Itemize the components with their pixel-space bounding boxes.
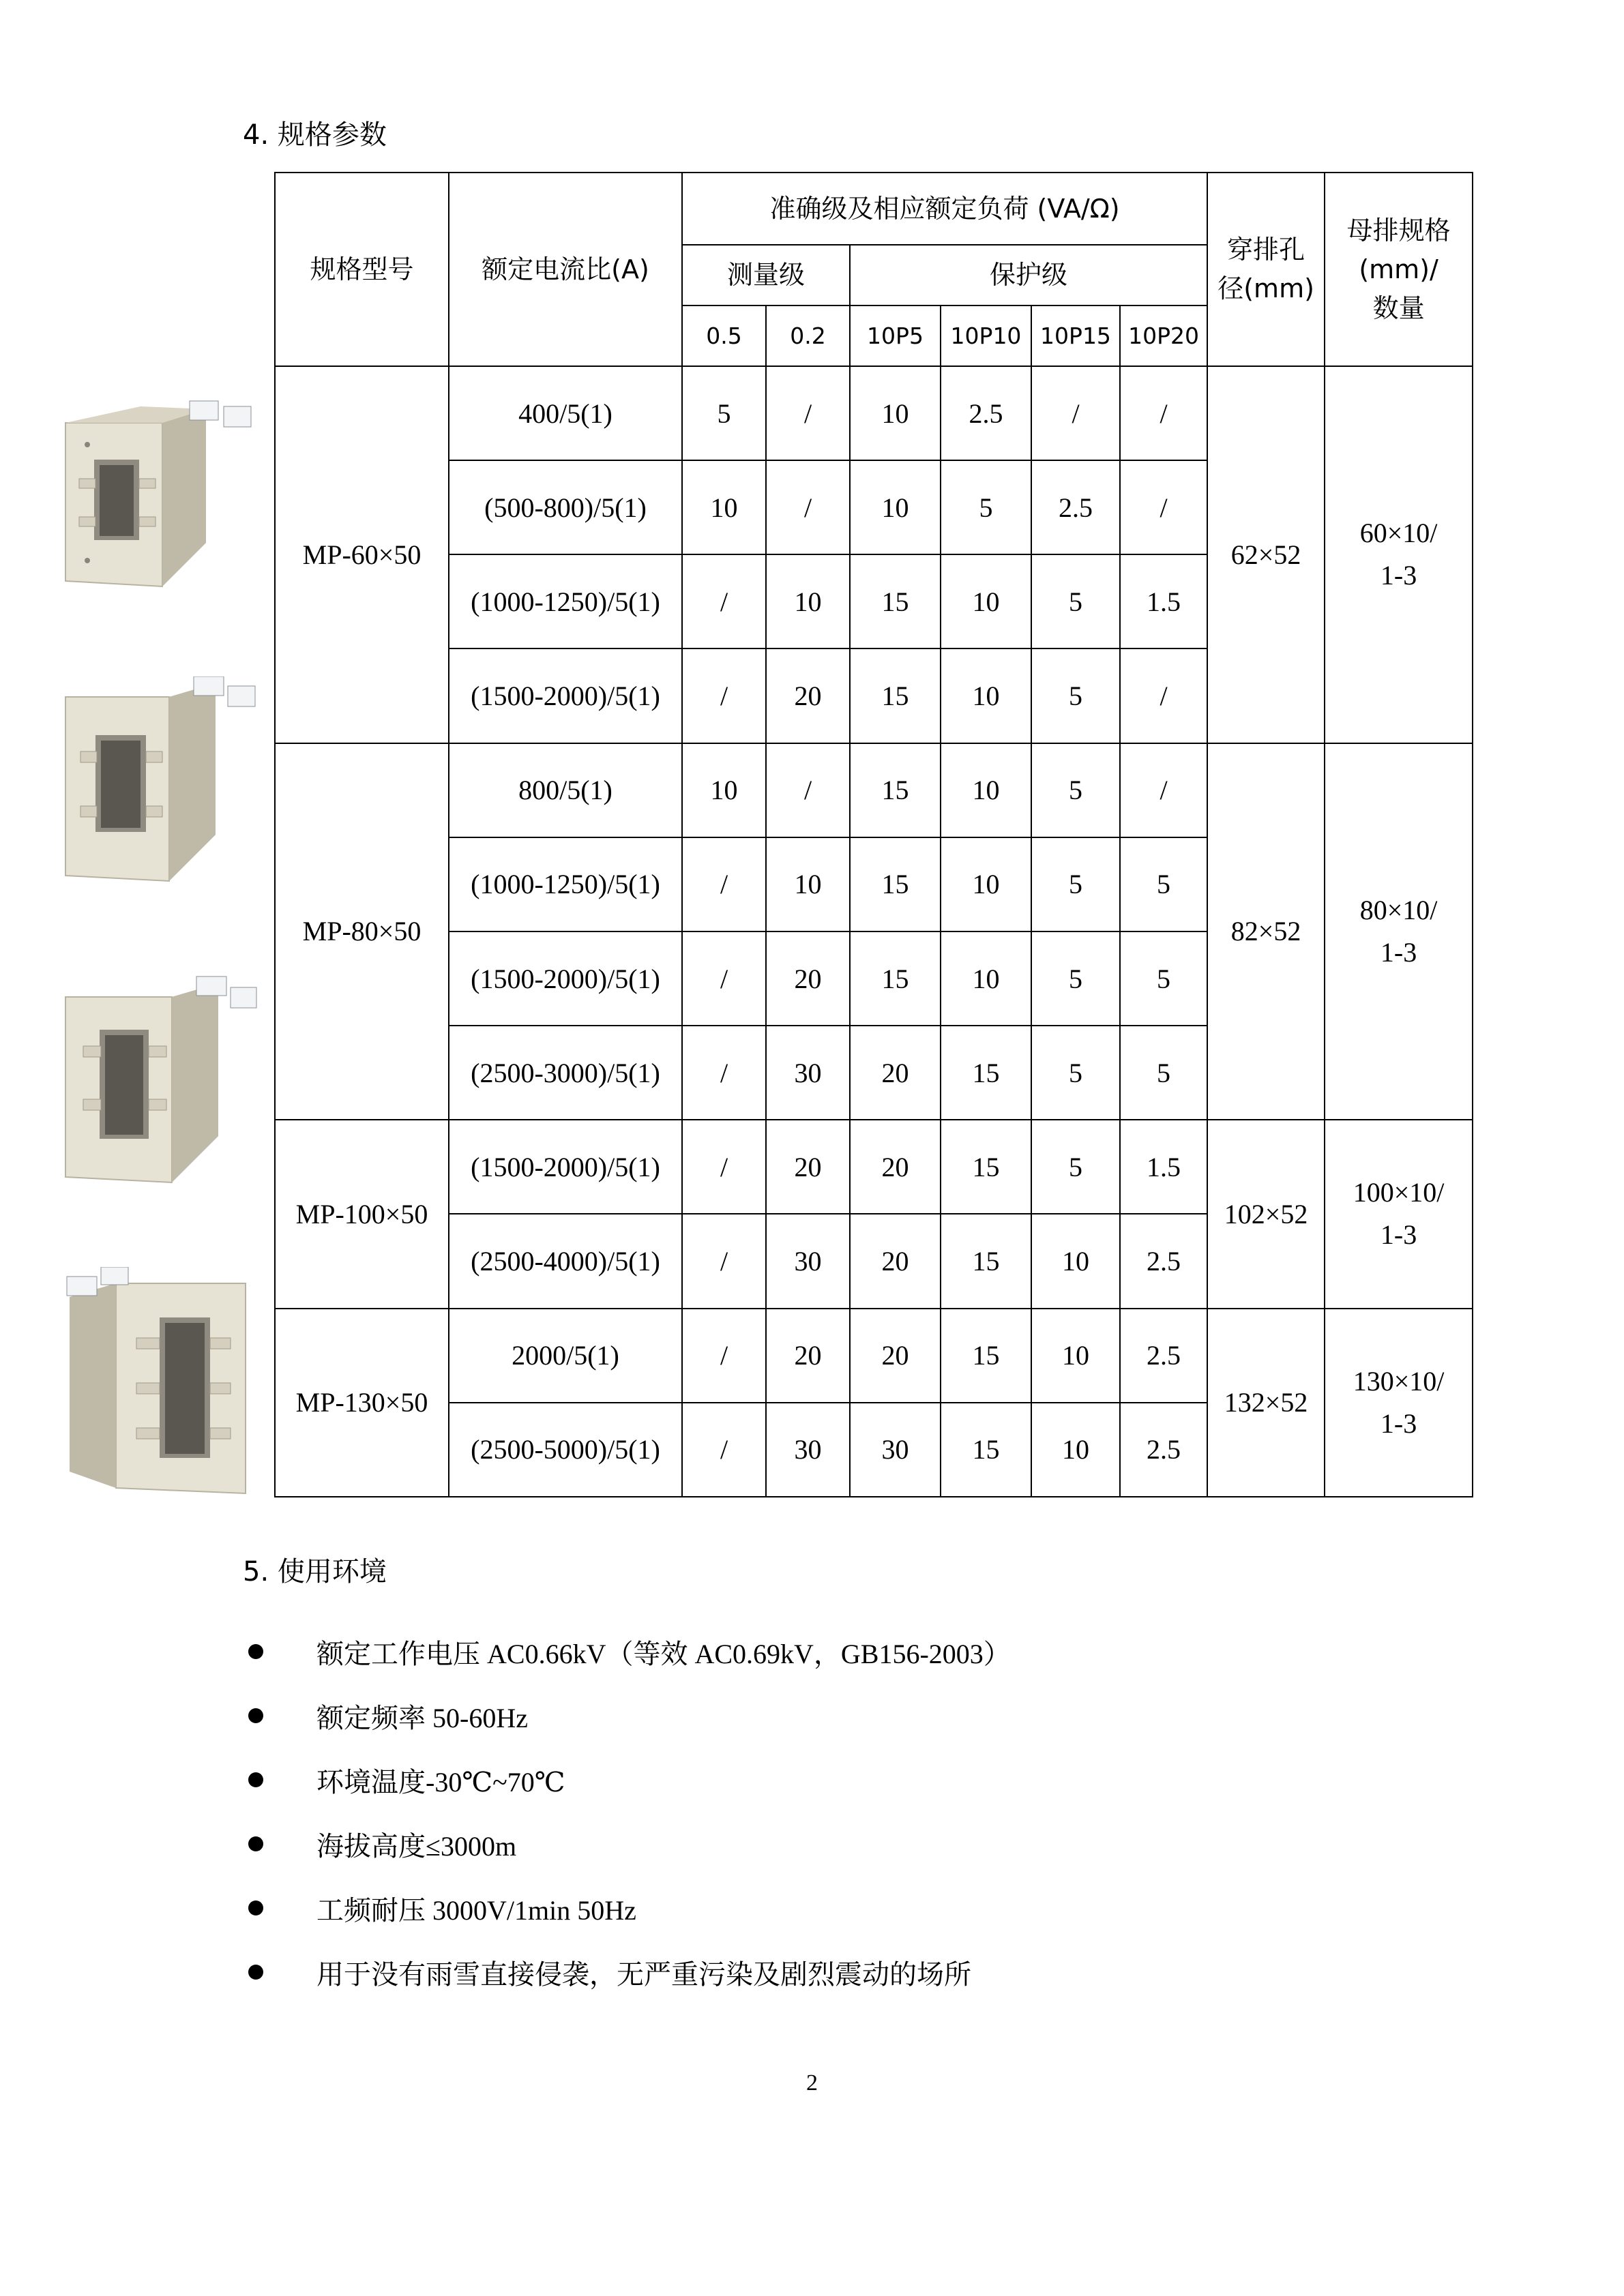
ratio-cell: (2500-5000)/5(1) — [449, 1403, 682, 1497]
list-item — [243, 1812, 1011, 1876]
value-cell: 20 — [766, 1120, 850, 1214]
product-photo-mp130 — [60, 1267, 271, 1500]
model-cell: MP-80×50 — [275, 743, 449, 1120]
value-cell: 5 — [1031, 931, 1120, 1026]
value-cell: / — [1120, 648, 1207, 743]
ratio-cell: (1500-2000)/5(1) — [449, 931, 682, 1026]
value-cell: / — [682, 1403, 766, 1497]
value-cell: 2.5 — [1031, 460, 1120, 554]
value-cell: / — [682, 1120, 766, 1214]
value-cell: 10 — [941, 931, 1031, 1026]
value-cell: 10 — [941, 554, 1031, 648]
ratio-cell: (1000-1250)/5(1) — [449, 837, 682, 931]
env-item-text: 用于没有雨雪直接侵袭，无严重污染及剧烈震动的场所 — [316, 1958, 971, 1990]
value-cell: 1.5 — [1120, 1120, 1207, 1214]
value-cell: / — [682, 554, 766, 648]
value-cell: 10 — [850, 366, 941, 460]
ratio-cell: (1500-2000)/5(1) — [449, 1120, 682, 1214]
value-cell: / — [1120, 366, 1207, 460]
section-spec-title: 4. 规格参数 — [243, 119, 387, 151]
ratio-cell: 800/5(1) — [449, 743, 682, 837]
product-photo-mp80 — [60, 676, 271, 892]
value-cell: 20 — [850, 1309, 941, 1403]
header-hole: 穿排孔 径(mm) — [1207, 173, 1325, 366]
value-cell: 15 — [941, 1403, 1031, 1497]
bullet-icon — [248, 1708, 263, 1723]
header-sub: 0.5 — [682, 305, 766, 366]
list-item — [243, 1620, 1011, 1684]
value-cell: / — [682, 837, 766, 931]
value-cell: 5 — [1031, 743, 1120, 837]
spec-table — [274, 172, 1473, 1497]
header-sub: 10P10 — [941, 305, 1031, 366]
value-cell: 15 — [850, 554, 941, 648]
product-photo-mp100 — [60, 975, 271, 1191]
value-cell: 10 — [941, 743, 1031, 837]
value-cell: 5 — [682, 366, 766, 460]
header-sub: 10P5 — [850, 305, 941, 366]
value-cell: 10 — [1031, 1214, 1120, 1308]
value-cell: / — [766, 366, 850, 460]
value-cell: 15 — [850, 837, 941, 931]
list-item — [243, 1748, 1011, 1812]
env-list — [243, 1620, 1011, 2004]
value-cell: 10 — [1031, 1309, 1120, 1403]
busbar-cell: 80×10/ 1-3 — [1325, 743, 1473, 1120]
busbar-cell: 60×10/ 1-3 — [1325, 366, 1473, 743]
ratio-cell: 2000/5(1) — [449, 1309, 682, 1403]
value-cell: 20 — [850, 1120, 941, 1214]
value-cell: / — [682, 1214, 766, 1308]
table-row — [275, 366, 1473, 460]
header-measurement-group: 测量级 — [682, 245, 850, 305]
ratio-cell: (2500-3000)/5(1) — [449, 1026, 682, 1120]
value-cell: 20 — [850, 1026, 941, 1120]
table-row — [275, 743, 1473, 837]
value-cell: 5 — [1031, 648, 1120, 743]
table-row — [275, 1309, 1473, 1403]
env-item-text: 工频耐压 3000V/1min 50Hz — [316, 1894, 636, 1926]
value-cell: / — [766, 743, 850, 837]
table-row — [275, 1120, 1473, 1214]
value-cell: 5 — [941, 460, 1031, 554]
value-cell: 30 — [766, 1403, 850, 1497]
value-cell: / — [766, 460, 850, 554]
busbar-cell: 130×10/ 1-3 — [1325, 1309, 1473, 1497]
value-cell: 2.5 — [941, 366, 1031, 460]
header-sub: 10P20 — [1120, 305, 1207, 366]
value-cell: 5 — [1120, 1026, 1207, 1120]
bullet-icon — [248, 1900, 263, 1915]
value-cell: 10 — [766, 554, 850, 648]
hole-cell: 132×52 — [1207, 1309, 1325, 1497]
value-cell: 30 — [766, 1214, 850, 1308]
value-cell: 5 — [1031, 837, 1120, 931]
busbar-cell: 100×10/ 1-3 — [1325, 1120, 1473, 1308]
bullet-icon — [248, 1836, 263, 1851]
bullet-icon — [248, 1965, 263, 1980]
value-cell: / — [1120, 743, 1207, 837]
model-cell: MP-130×50 — [275, 1309, 449, 1497]
value-cell: 15 — [850, 931, 941, 1026]
env-item-text: 海拔高度≤3000m — [316, 1830, 517, 1862]
page-number: 2 — [806, 2070, 818, 2096]
section-env-title: 5. 使用环境 — [243, 1556, 387, 1587]
value-cell: 5 — [1120, 931, 1207, 1026]
value-cell: 20 — [766, 1309, 850, 1403]
value-cell: / — [682, 1026, 766, 1120]
value-cell: 20 — [766, 648, 850, 743]
value-cell: 2.5 — [1120, 1309, 1207, 1403]
value-cell: 2.5 — [1120, 1403, 1207, 1497]
product-photo-mp60 — [60, 397, 271, 599]
env-item-text: 额定工作电压 AC0.66kV（等效 AC0.69kV，GB156-2003） — [316, 1638, 1011, 1669]
value-cell: 15 — [941, 1120, 1031, 1214]
ratio-cell: (500-800)/5(1) — [449, 460, 682, 554]
value-cell: 10 — [941, 648, 1031, 743]
value-cell: 10 — [682, 460, 766, 554]
value-cell: 5 — [1031, 1026, 1120, 1120]
header-accuracy-group: 准确级及相应额定负荷 (VA/Ω) — [682, 173, 1207, 245]
value-cell: 15 — [850, 743, 941, 837]
value-cell: 5 — [1120, 837, 1207, 931]
ratio-cell: 400/5(1) — [449, 366, 682, 460]
value-cell: / — [682, 1309, 766, 1403]
value-cell: 15 — [941, 1214, 1031, 1308]
value-cell: 10 — [766, 837, 850, 931]
value-cell: 10 — [1031, 1403, 1120, 1497]
value-cell: / — [682, 931, 766, 1026]
value-cell: 15 — [850, 648, 941, 743]
value-cell: 10 — [941, 837, 1031, 931]
value-cell: / — [682, 648, 766, 743]
bullet-icon — [248, 1644, 263, 1659]
list-item — [243, 1684, 1011, 1748]
value-cell: 1.5 — [1120, 554, 1207, 648]
list-item — [243, 1940, 1011, 2004]
hole-cell: 62×52 — [1207, 366, 1325, 743]
model-cell: MP-60×50 — [275, 366, 449, 743]
list-item — [243, 1876, 1011, 1940]
value-cell: 30 — [850, 1403, 941, 1497]
value-cell: 15 — [941, 1026, 1031, 1120]
hole-cell: 102×52 — [1207, 1120, 1325, 1308]
header-sub: 10P15 — [1031, 305, 1120, 366]
header-ratio: 额定电流比(A) — [449, 173, 682, 366]
header-model: 规格型号 — [275, 173, 449, 366]
value-cell: 30 — [766, 1026, 850, 1120]
value-cell: 5 — [1031, 554, 1120, 648]
ratio-cell: (1500-2000)/5(1) — [449, 648, 682, 743]
value-cell: 10 — [850, 460, 941, 554]
model-cell: MP-100×50 — [275, 1120, 449, 1308]
value-cell: 20 — [766, 931, 850, 1026]
env-item-text: 环境温度-30℃~70℃ — [316, 1766, 565, 1798]
env-item-text: 额定频率 50-60Hz — [316, 1702, 528, 1733]
value-cell: 20 — [850, 1214, 941, 1308]
value-cell: 15 — [941, 1309, 1031, 1403]
bullet-icon — [248, 1772, 263, 1787]
header-protection-group: 保护级 — [850, 245, 1207, 305]
value-cell: / — [1031, 366, 1120, 460]
ratio-cell: (1000-1250)/5(1) — [449, 554, 682, 648]
hole-cell: 82×52 — [1207, 743, 1325, 1120]
header-busbar: 母排规格 (mm)/ 数量 — [1325, 173, 1473, 366]
value-cell: / — [1120, 460, 1207, 554]
value-cell: 10 — [682, 743, 766, 837]
value-cell: 2.5 — [1120, 1214, 1207, 1308]
ratio-cell: (2500-4000)/5(1) — [449, 1214, 682, 1308]
value-cell: 5 — [1031, 1120, 1120, 1214]
header-sub: 0.2 — [766, 305, 850, 366]
